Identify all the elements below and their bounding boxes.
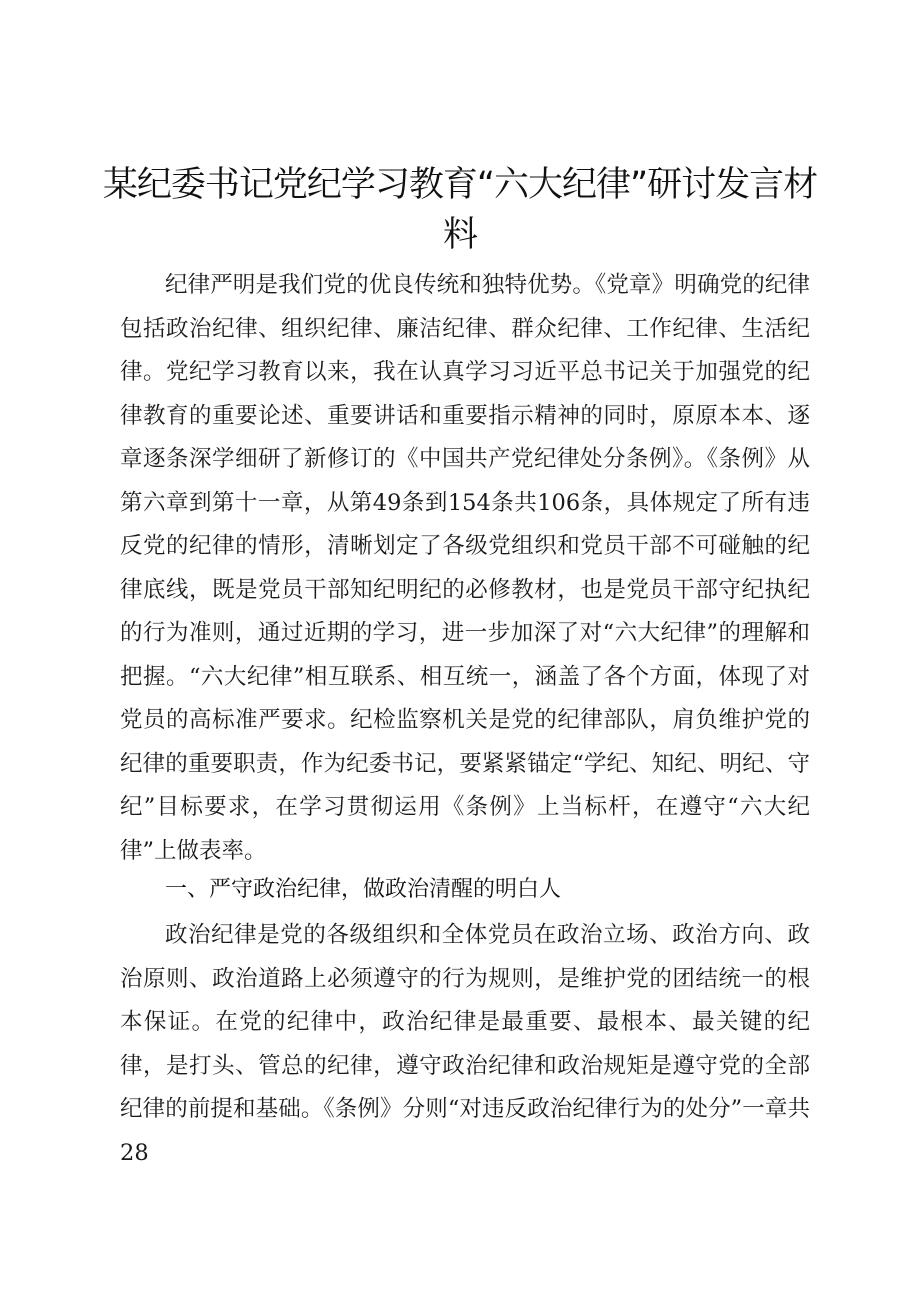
paragraph-intro: 纪律严明是我们党的优良传统和独特优势。《党章》明确党的纪律包括政治纪律、组织纪律、廉洁纪律、群众纪律、工作纪律、生活纪律。党纪学习教育以来，我在认真学习习近平总书记关于加强党的纪律教育的重要论述、重要讲话和重要指示精神的同时，原原本本、逐章逐条深学细研了新修订的《中国共产党纪律处分条例》。《条例》从第六章到第十一章，从第49条到154条共106条，具体规定了所有违反党的纪律的情形，清晰划定了各级党组织和党员干部不可碰触的纪律底线，既是党员干部知纪明纪的必修教材，也是党员干部守纪执纪的行为准则，通过近期的学习，进一步加深了对“六大纪律”的理解和把握。“六大纪律”相互联系、相互统一，涵盖了各个方面，体现了对党员的高标准严要求。纪检监察机关是党的纪律部队，肩负维护党的纪律的重要职责，作为纪委书记，要紧紧锚定“学纪、知纪、明纪、守纪”目标要求，在学习贯彻运用《条例》上当标杆，在遵守“六大纪律”上做表率。 — [120, 272, 810, 864]
document-title: 某纪委书记党纪学习教育“六大纪律”研讨发言材料 — [102, 165, 818, 255]
section-heading-political-discipline: 一、严守政治纪律，做政治清醒的明白人 — [165, 877, 562, 902]
paragraph-political-discipline: 政治纪律是党的各级组织和全体党员在政治立场、政治方向、政治原则、政治道路上必须遵守的行为规则，是维护党的团结统一的根本保证。在党的纪律中，政治纪律是最重要、最根本、最关键的纪律，是打头、管总的纪律，遵守政治纪律和政治规矩是遵守党的全部纪律的前提和基础。《条例》分则“对违反政治纪律行为的处分”一章共28 — [120, 922, 810, 1166]
